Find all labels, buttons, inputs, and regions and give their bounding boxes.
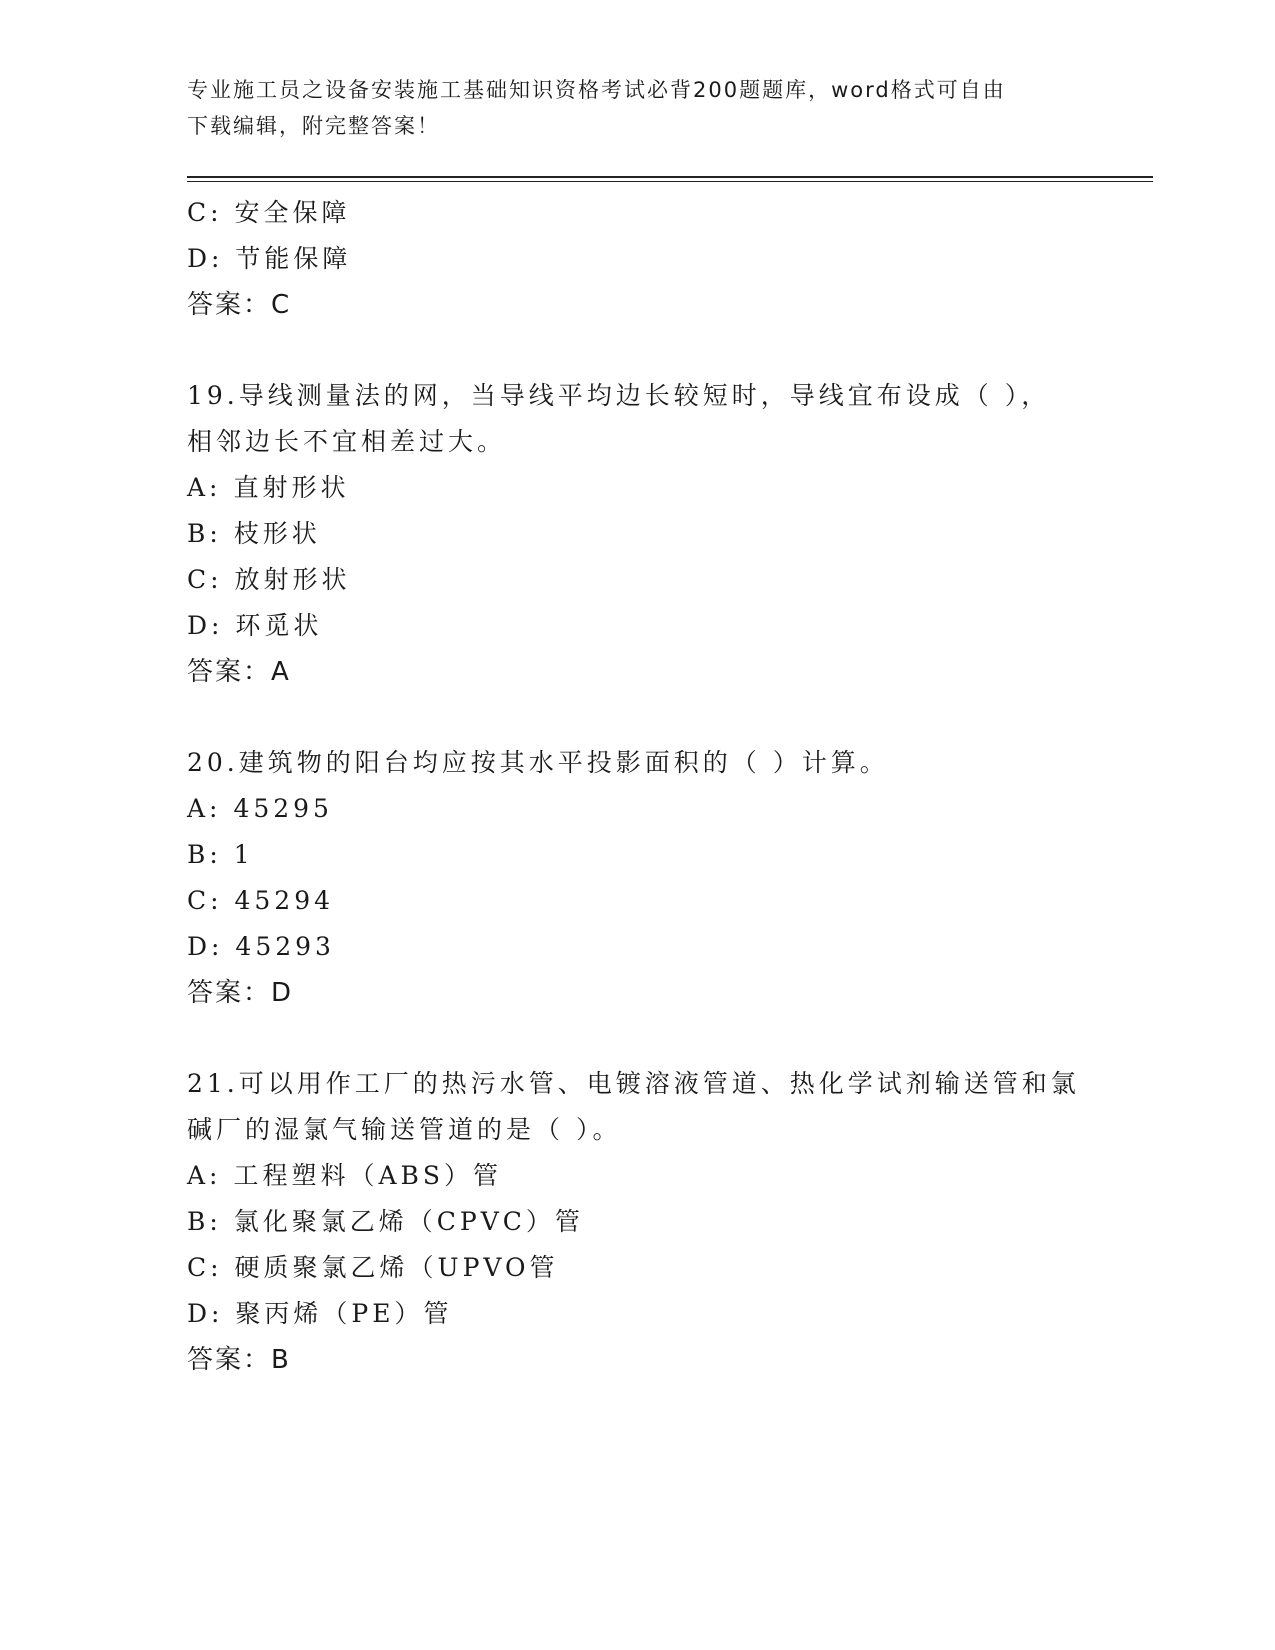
option-key: C: [187, 565, 235, 594]
option-a [187, 786, 1087, 832]
option-b [187, 511, 1087, 557]
option-key: D: [187, 1299, 236, 1328]
option-text: 氯化聚氯乙烯（CPVC）管 [233, 1207, 584, 1236]
question-block-prev [187, 190, 1087, 328]
option-key: D: [187, 611, 236, 640]
option-text: 环觅状 [235, 611, 323, 640]
option-text: 节能保障 [235, 244, 352, 273]
option-b [187, 832, 1087, 878]
option-key: A: [187, 473, 234, 502]
header-line-1: 专业施工员之设备安装施工基础知识资格考试必背200题题库，word格式可自由 [187, 78, 1006, 102]
option-text: 45295 [233, 794, 333, 823]
question-stem-line: 20.建筑物的阳台均应按其水平投影面积的（ ）计算。 [187, 748, 889, 777]
option-text: 放射形状 [234, 565, 351, 594]
option-b [187, 1199, 1087, 1245]
option-text: 直射形状 [233, 473, 350, 502]
spacer [187, 1016, 1087, 1061]
option-text: 1 [233, 840, 254, 869]
option-d [187, 603, 1087, 649]
option-key: A: [187, 1161, 234, 1190]
question-stem-line: 相邻边长不宜相差过大。 [187, 427, 507, 456]
option-text: 聚丙烯（PE）管 [235, 1299, 453, 1328]
question-block-19 [187, 373, 1087, 695]
option-text: 硬质聚氯乙烯（UPVO管 [234, 1253, 559, 1282]
question-stem-line: 19.导线测量法的网，当导线平均边长较短时，导线宜布设成（ ）， [187, 381, 1051, 410]
option-d [187, 924, 1087, 970]
option-key: B: [187, 519, 234, 548]
header-rule-thin [187, 181, 1153, 182]
option-text: 工程塑料（ABS）管 [233, 1161, 502, 1190]
option-text: 安全保障 [234, 198, 351, 227]
header-line-2: 下载编辑，附完整答案！ [187, 114, 440, 138]
answer-line: 答案：C [187, 290, 292, 320]
option-d [187, 1291, 1087, 1337]
option-a [187, 1153, 1087, 1199]
option-key: C: [187, 1253, 235, 1282]
header-rule-thick [187, 176, 1153, 178]
question-stem-line: 碱厂的湿氯气输送管道的是（ ）。 [187, 1115, 622, 1144]
option-text: 枝形状 [233, 519, 321, 548]
option-c [187, 190, 1087, 236]
option-key: D: [187, 932, 236, 961]
answer-line: 答案：B [187, 1345, 291, 1375]
option-text: 45294 [234, 886, 335, 915]
question-list [187, 190, 1087, 1383]
option-c [187, 557, 1087, 603]
question-block-20 [187, 740, 1087, 1016]
option-d [187, 236, 1087, 282]
option-key: C: [187, 886, 235, 915]
option-c [187, 1245, 1087, 1291]
question-stem-line: 21.可以用作工厂的热污水管、电镀溶液管道、热化学试剂输送管和氯 [187, 1069, 1080, 1098]
answer-line: 答案：D [187, 978, 294, 1008]
spacer [187, 695, 1087, 740]
option-key: C: [187, 198, 235, 227]
option-key: A: [187, 794, 234, 823]
spacer [187, 328, 1087, 373]
option-key: B: [187, 1207, 234, 1236]
option-key: B: [187, 840, 234, 869]
option-key: D: [187, 244, 236, 273]
option-a [187, 465, 1087, 511]
option-text: 45293 [235, 932, 335, 961]
answer-line: 答案：A [187, 657, 291, 687]
page-header [187, 72, 1087, 144]
option-c [187, 878, 1087, 924]
question-block-21 [187, 1061, 1087, 1383]
